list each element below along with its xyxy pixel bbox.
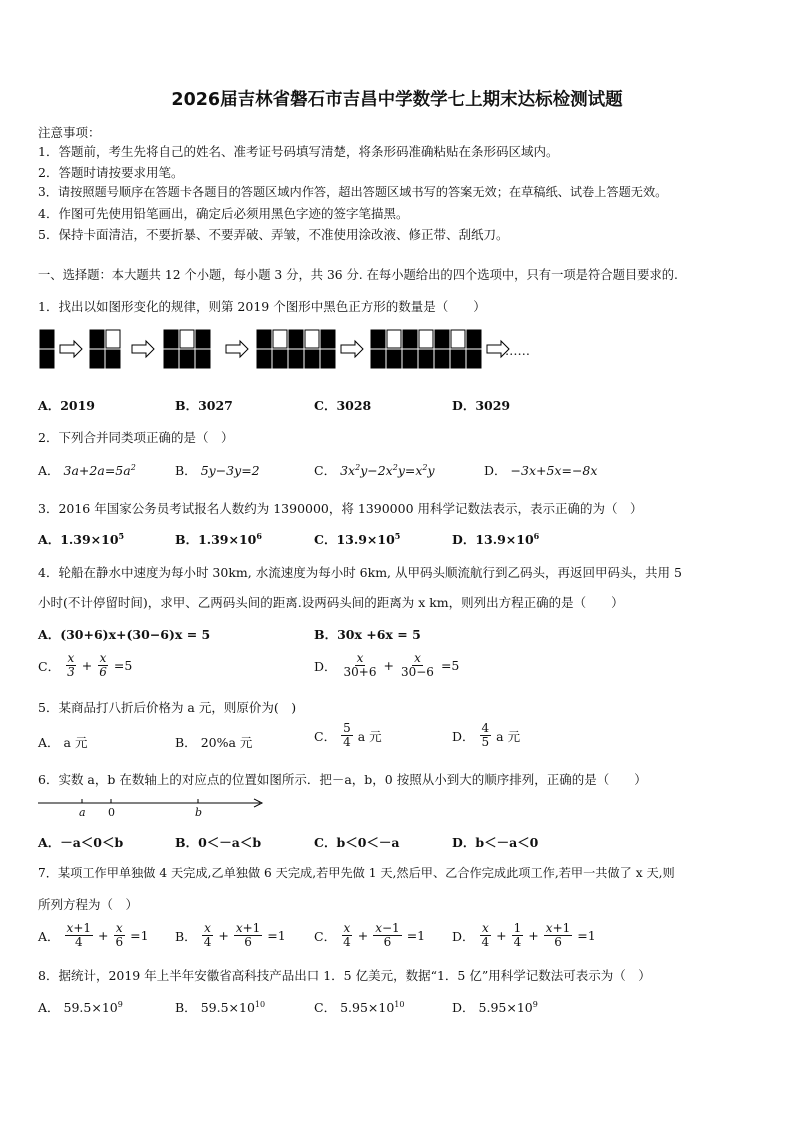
fraction: $\frac{x}{6}$ (99, 651, 107, 679)
question-5-stem: 5．某商品打八折后价格为 a 元，则原价为( ) (38, 700, 297, 715)
option-label: A． (38, 463, 60, 478)
option-label: C． (38, 658, 61, 674)
q7-option-b[interactable]: B． $\frac{x}{4}$ + $\frac{x+1}{6}$ =1 (175, 921, 286, 949)
q1-option-b[interactable]: B．3027 (175, 398, 233, 413)
option-label: D． (452, 928, 475, 944)
question-2-stem: 2．下列合并同类项正确的是（ ） (38, 430, 234, 445)
q6-option-d[interactable]: D．b＜－a＜0 (452, 835, 539, 850)
option-label: A． (38, 735, 60, 750)
axis-label-b: b (195, 806, 203, 819)
option-label: C． (314, 463, 337, 478)
fraction: $\frac{1}{4}$ (513, 921, 522, 949)
exponent: 10 (394, 999, 405, 1009)
note-item: 3．请按照题号顺序在答题卡各题目的答题区域内作答，超出答题区域书写的答案无效；在草稿纸、试卷上答题无效。 (38, 185, 668, 199)
fraction: $\frac{x}{30+6}$ (343, 651, 377, 679)
q5-option-d[interactable] (452, 722, 520, 749)
note-item: 4．作图可先使用铅笔画出，确定后必须用黑色字迹的签字笔描黑。 (38, 206, 409, 221)
option-label: B． (175, 928, 197, 944)
option-label: D． (452, 728, 475, 744)
q7-option-a[interactable]: A． $\frac{x+1}{4}$ + $\frac{x}{6}$ =1 (38, 921, 149, 949)
option-label: C． (314, 1000, 337, 1015)
math-expression: 5y−3y=2 (200, 462, 260, 478)
q2-option-a[interactable] (38, 461, 136, 479)
q2-option-c[interactable] (314, 461, 435, 479)
q6-option-c[interactable]: C．b＜0＜－a (314, 835, 400, 850)
q3-option-a[interactable] (38, 530, 124, 548)
math-expression: −3x+5x=−8x (510, 462, 598, 478)
option-label: B． (175, 1000, 197, 1015)
option-text: a 元 (63, 735, 88, 750)
option-label: D． (484, 463, 507, 478)
fraction: $\frac{x}{4}$ (481, 921, 490, 949)
fraction: $\frac{5}{4}$ (343, 721, 351, 749)
q4-option-a[interactable]: A．(30+6)x+(30−6)x = 5 (38, 627, 211, 642)
page-title: 2026届吉林省磐石市吉昌中学数学七上期末达标检测试题 (171, 90, 623, 110)
option-text: 20%a 元 (200, 735, 253, 750)
ellipsis: …… (505, 343, 530, 358)
fraction: $\frac{x}{30-6}$ (400, 651, 434, 679)
math-expression: $3a+2a=5a^2$ (63, 462, 136, 478)
exponent: 5 (118, 530, 125, 541)
q8-option-c[interactable] (314, 998, 404, 1016)
q2-option-b[interactable] (175, 461, 260, 479)
fraction: $\frac{x}{6}$ (115, 921, 124, 949)
option-label: A．1.39×10 (38, 532, 119, 547)
q6-option-b[interactable]: B．0＜－a＜b (175, 835, 262, 850)
question-1-stem: 1．找出以如图形变化的规律，则第 2019 个图形中黑色正方形的数量是（ ） (38, 299, 486, 314)
question-8-stem: 8．据统计，2019 年上半年安徽省高科技产品出口 1．5 亿美元，数据“1．5 亿”用科学记数法可表示为（ ） (38, 968, 651, 983)
q4-option-b[interactable]: B．30x +6x = 5 (314, 627, 421, 642)
note-item: 2．答题时请按要求用笔。 (38, 165, 184, 180)
option-label: B． (175, 735, 197, 750)
number-line (38, 795, 268, 821)
notes-heading: 注意事项： (38, 125, 101, 140)
fraction: $\frac{x+1}{6}$ (235, 921, 261, 949)
axis-label-a: a (79, 806, 86, 819)
option-base: 59.5×10 (63, 999, 118, 1015)
question-4-stem-line1: 4．轮船在静水中速度为每小时 30km, 水流速度为每小时 6km, 从甲码头顺流航行到乙码头，再返回甲码头，共用 5 (38, 565, 682, 580)
exponent: 6 (256, 530, 262, 541)
q2-option-d[interactable] (484, 461, 597, 479)
exponent: 5 (394, 530, 401, 541)
q1-option-a[interactable]: A．2019 (38, 398, 95, 413)
q1-option-d[interactable]: D．3029 (452, 398, 511, 413)
note-item: 5．保持卡面清洁，不要折暴、不要弄破、弄皱，不准使用涂改液、修正带、刮纸刀。 (38, 227, 509, 242)
number-line-figure (38, 795, 268, 821)
q8-option-a[interactable] (38, 998, 123, 1016)
q3-option-b[interactable] (175, 530, 262, 548)
option-label: B． (175, 463, 197, 478)
option-label: A． (38, 928, 60, 944)
section-heading: 一、选择题：本大题共 12 个小题，每小题 3 分，共 36 分. 在每小题给出的四个选项中，只有一项是符合题目要求的. (38, 268, 678, 282)
fraction: $\frac{x+1}{4}$ (66, 921, 92, 949)
axis-label-zero: 0 (108, 806, 115, 819)
option-label: B．1.39×10 (175, 532, 257, 547)
option-label: C．13.9×10 (314, 532, 395, 547)
option-base: 5.95×10 (340, 999, 395, 1015)
q8-option-d[interactable] (452, 998, 538, 1016)
q6-option-a[interactable]: A．－a＜0＜b (38, 835, 124, 850)
math-expression: $3x^2y-2x^2y=x^2y$ (340, 462, 435, 478)
q3-option-d[interactable] (452, 530, 539, 548)
option-label: A． (38, 1000, 60, 1015)
option-text: a 元 (357, 728, 382, 744)
question-3-stem: 3．2016 年国家公务员考试报名人数约为 1390000，将 1390000 用科学记数法表示，表示正确的为（ ） (38, 501, 643, 516)
exponent: 9 (117, 999, 123, 1009)
fraction: $\frac{x-1}{6}$ (375, 921, 400, 949)
exponent: 10 (254, 999, 266, 1009)
q8-option-b[interactable] (175, 998, 265, 1016)
option-text: a 元 (496, 728, 521, 744)
q7-option-d[interactable]: D． $\frac{x}{4}$ + $\frac{1}{4}$ + $\frac{x+1}{6}$ =1 (452, 921, 596, 949)
option-base: 59.5×10 (200, 999, 255, 1015)
option-label: C． (314, 928, 337, 944)
q4-option-c[interactable]: C． $\frac{x}{3}$ + $\frac{x}{6}$ =5 (38, 651, 133, 679)
question-7-stem-line2: 所列方程为（ ） (38, 897, 139, 912)
q5-option-a[interactable] (38, 733, 87, 751)
question-7-stem-line1: 7．某项工作甲单独做 4 天完成,乙单独做 6 天完成,若甲先做 1 天,然后甲、乙合作完成此项工作,若甲一共做了 x 天,则 (38, 866, 675, 880)
fraction: $\frac{x}{4}$ (203, 921, 212, 949)
q1-option-c[interactable]: C．3028 (314, 398, 372, 413)
option-label: D． (452, 1000, 475, 1015)
exponent: 9 (532, 999, 538, 1009)
q4-option-d[interactable]: D． $\frac{x}{30+6}$ + $\frac{x}{30-6}$ =5 (314, 651, 460, 679)
option-label: D．13.9×10 (452, 532, 534, 547)
option-label: C． (314, 728, 337, 744)
question-6-stem: 6．实数 a，b 在数轴上的对应点的位置如图所示．把－a，b，0 按照从小到大的顺序排列，正确的是（ ） (38, 772, 647, 787)
question-4-stem-line2: 小时(不计停留时间)，求甲、乙两码头间的距离.设两码头间的距离为 x km，则列出方程正确的是（ ） (38, 595, 624, 610)
q7-option-c[interactable]: C． $\frac{x}{4}$ + $\frac{x-1}{6}$ =1 (314, 921, 426, 949)
q3-option-c[interactable] (314, 530, 400, 548)
note-item: 1．答题前，考生先将自己的姓名、准考证号码填写清楚，将条形码准确粘贴在条形码区域内。 (38, 144, 559, 159)
fraction: $\frac{x}{3}$ (67, 651, 75, 679)
option-base: 5.95×10 (478, 999, 533, 1015)
exponent: 6 (533, 530, 540, 541)
fraction: $\frac{x}{4}$ (343, 921, 351, 949)
fraction: $\frac{x+1}{6}$ (545, 921, 571, 949)
fraction: $\frac{4}{5}$ (481, 721, 490, 749)
q5-option-c[interactable] (314, 722, 382, 749)
option-label: D． (314, 658, 337, 674)
q5-option-b[interactable] (175, 733, 252, 751)
